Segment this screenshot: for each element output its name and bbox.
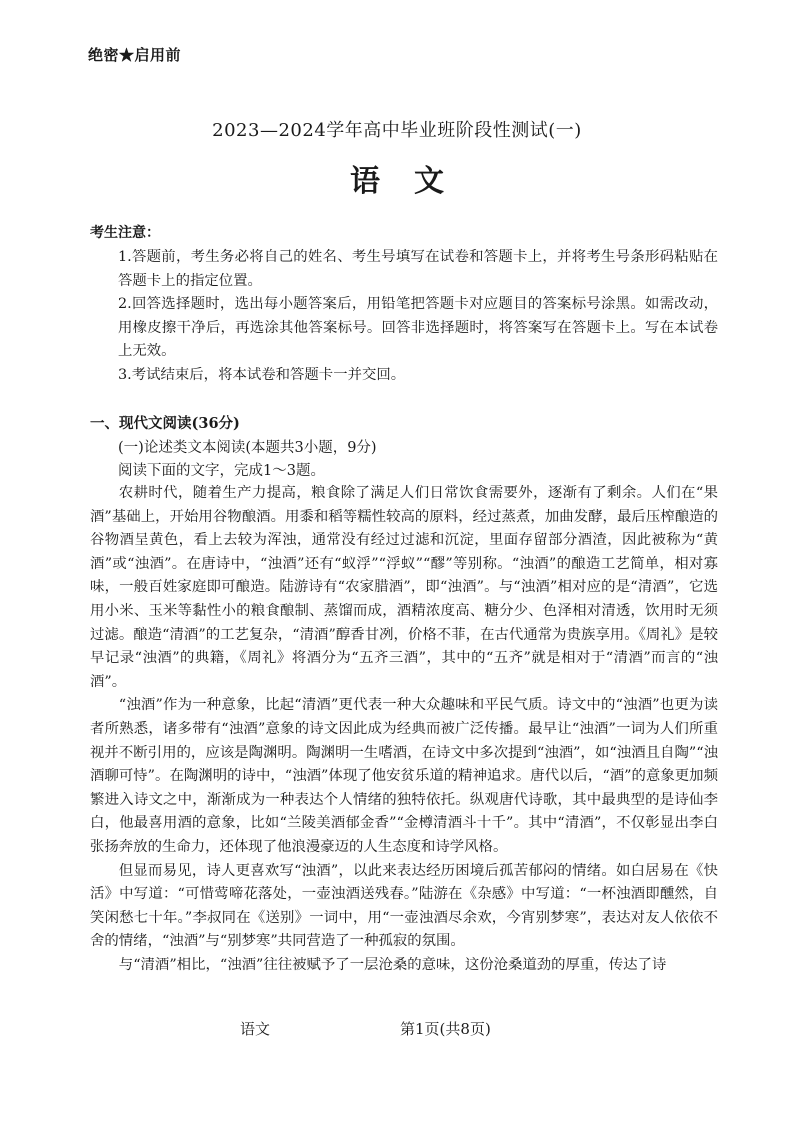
notice-item: 3.考试结束后，将本试卷和答题卡一并交回。: [118, 366, 406, 383]
footer-page-number: 第1页(共8页): [400, 1020, 491, 1038]
notice-item: 2.回答选择题时，选出每小题答案后，用铅笔把答题卡对应题目的答案标号涂黑。如需改动，用橡皮擦干净后，再选涂其他答案标号。回答非选择题时，将答案写在答题卡上。写在本试卷上无效。: [118, 296, 718, 359]
reading-passage: [90, 482, 718, 977]
reading-instruction: 阅读下面的文字，完成1～3题。: [118, 463, 325, 479]
subject-title: 语文: [350, 164, 478, 199]
passage-paragraph: “浊酒”作为一种意象，比起“清酒”更代表一种大众趣味和平民气质。诗文中的“浊酒”也更为读者所熟悉，诸多带有“浊酒”意象的诗文因此成为经典而被广泛传播。最早让“浊酒”一词为人们所重视并不断引用的，应该是陶渊明。陶渊明一生嗜酒，在诗文中多次提到“浊酒”，如“浊酒且自陶”“浊酒聊可恃”。在陶渊明的诗中，“浊酒”体现了他安贫乐道的精神追求。唐代以后，“酒”的意象更加频繁进入诗文之中，渐渐成为一种表达个人情绪的独特依托。纵观唐代诗歌，其中最典型的是诗仙李白，他最喜用酒的意象，比如“兰陵美酒郁金香”“金樽清酒斗十千”。其中“清酒”，不仅彰显出李白张扬奔放的生命力，还体现了他浪漫豪迈的人生态度和诗学风格。: [90, 697, 718, 855]
notice-heading: 考生注意：: [90, 225, 160, 241]
confidential-label: 绝密★启用前: [88, 46, 182, 64]
exam-title: 2023—2024学年高中毕业班阶段性测试(一): [212, 120, 582, 141]
passage-paragraph: 但显而易见，诗人更喜欢写“浊酒”，以此来表达经历困境后孤苦郁闷的情绪。如白居易在《快活》中写道：“可惜莺啼花落处，一壶浊酒送残春。”陆游在《杂感》中写道：“一杯浊酒即醺然，自笑闲愁七十年。”李叔同在《送别》一词中，用“一壶浊酒尽余欢，今宵别梦寒”，表达对友人依依不舍的情绪，“浊酒”与“别梦寒”共同营造了一种孤寂的氛围。: [90, 862, 718, 950]
section-title: 一、现代文阅读(36分): [90, 415, 240, 432]
passage-paragraph: 农耕时代，随着生产力提高，粮食除了满足人们日常饮食需要外，逐渐有了剩余。人们在“果酒”基础上，开始用谷物酿酒。用黍和稻等糯性较高的原料，经过蒸煮，加曲发酵，最后压榨酿造的谷物酒呈黄色，看上去较为浑浊，通常没有经过过滤和沉淀，里面存留部分酒渣，因此被称为“黄酒”或“浊酒”。在唐诗中，“浊酒”还有“蚁浮”“浮蚁”“醪”等别称。“浊酒”的酿造工艺简单，相对寡味，一般百姓家庭即可酿造。陆游诗有“农家腊酒”，即“浊酒”。与“浊酒”相对应的是“清酒”，它选用小米、玉米等黏性小的粮食酿制、蒸馏而成，酒精浓度高、糖分少、色泽相对清透，饮用时无须过滤。酿造“清酒”的工艺复杂，“清酒”醇香甘冽，价格不菲，在古代通常为贵族享用。《周礼》是较早记录“浊酒”的典籍，《周礼》将酒分为“五齐三酒”，其中的“五齐”就是相对于“清酒”而言的“浊酒”。: [90, 485, 718, 690]
footer-subject: 语文: [240, 1020, 271, 1038]
notice-list: [118, 246, 718, 387]
passage-paragraph: 与“清酒”相比，“浊酒”往往被赋予了一层沧桑的意味，这份沧桑道劲的厚重，传达了诗: [118, 956, 667, 973]
notice-item: 1.答题前，考生务必将自己的姓名、考生号填写在试卷和答题卡上，并将考生号条形码粘贴在答题卡上的指定位置。: [118, 249, 718, 289]
subsection-title: (一)论述类文本阅读(本题共3小题，9分): [118, 440, 377, 456]
